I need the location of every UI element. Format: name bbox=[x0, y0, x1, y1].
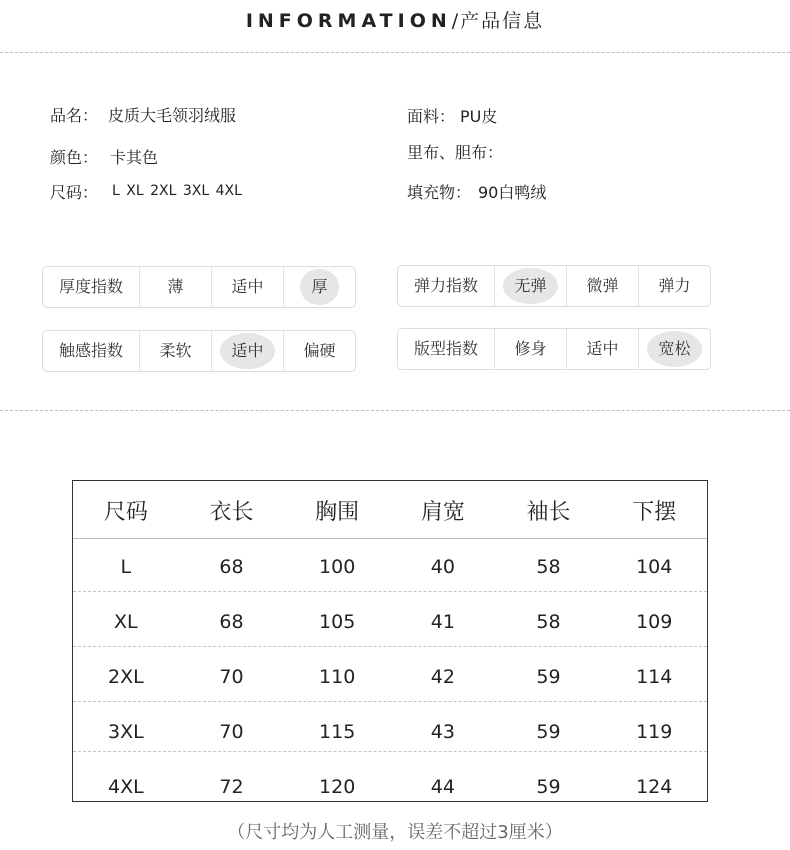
lining-label: 里布、胆布： bbox=[407, 143, 504, 162]
thickness-label: 厚度指数 bbox=[58, 277, 123, 296]
table-divider bbox=[73, 751, 707, 752]
size-label: 尺码： bbox=[50, 183, 99, 202]
table-header-cell: 下摆 bbox=[632, 500, 677, 525]
table-cell: 120 bbox=[319, 776, 356, 798]
name-value: 皮质大毛领羽绒服 bbox=[108, 106, 237, 125]
table-cell: 43 bbox=[430, 721, 455, 743]
table-cell: 3XL bbox=[107, 721, 144, 743]
elasticity-scale bbox=[397, 265, 711, 307]
table-header-row bbox=[73, 495, 707, 526]
touch-label: 触感指数 bbox=[58, 341, 123, 360]
color-label: 颜色： bbox=[50, 148, 99, 167]
touch-option-hard: 偏硬 bbox=[283, 331, 355, 371]
fit-option-regular: 适中 bbox=[566, 329, 638, 369]
table-cell: 59 bbox=[536, 666, 561, 688]
fabric-value: PU皮 bbox=[460, 107, 498, 126]
table-cell: 114 bbox=[636, 666, 673, 688]
table-cell: 2XL bbox=[107, 666, 144, 688]
table-cell: 100 bbox=[319, 556, 356, 578]
table-header-cell: 肩宽 bbox=[420, 500, 465, 525]
table-cell: 105 bbox=[319, 611, 356, 633]
touch-scale bbox=[42, 330, 356, 372]
table-cell: 44 bbox=[430, 776, 455, 798]
size-value: L XL 2XL 3XL 4XL bbox=[112, 183, 242, 199]
table-cell: 4XL bbox=[107, 776, 144, 798]
table-cell: XL bbox=[114, 611, 138, 633]
table-row bbox=[73, 666, 707, 688]
table-cell: 104 bbox=[636, 556, 673, 578]
table-cell: 115 bbox=[319, 721, 356, 743]
touch-option-medium: 适中 bbox=[211, 331, 283, 371]
elasticity-label: 弹力指数 bbox=[413, 276, 478, 295]
fabric-label: 面料： bbox=[407, 107, 456, 126]
table-header-cell: 胸围 bbox=[315, 500, 360, 525]
table-cell: 70 bbox=[219, 721, 244, 743]
thickness-option-thick: 厚 bbox=[283, 267, 355, 307]
table-row bbox=[73, 611, 707, 633]
page-title bbox=[0, 6, 790, 33]
elasticity-option-stretch: 弹力 bbox=[638, 266, 710, 306]
fit-scale bbox=[397, 328, 711, 370]
title-en: INFORMATION bbox=[245, 10, 452, 32]
fit-option-slim: 修身 bbox=[494, 329, 566, 369]
table-cell: 58 bbox=[536, 611, 561, 633]
table-row bbox=[73, 776, 707, 798]
table-cell: 70 bbox=[219, 666, 244, 688]
table-cell: 42 bbox=[430, 666, 455, 688]
table-divider bbox=[73, 538, 707, 539]
table-header-cell: 袖长 bbox=[526, 500, 571, 525]
table-cell: 40 bbox=[430, 556, 455, 578]
table-row bbox=[73, 721, 707, 743]
table-cell: 59 bbox=[536, 776, 561, 798]
color-value: 卡其色 bbox=[110, 148, 159, 167]
table-header-cell: 尺码 bbox=[103, 500, 148, 525]
fit-option-loose: 宽松 bbox=[638, 329, 710, 369]
table-divider bbox=[73, 591, 707, 592]
name-label: 品名： bbox=[50, 106, 99, 125]
filling-value: 90白鸭绒 bbox=[478, 183, 547, 202]
thickness-option-thin: 薄 bbox=[139, 267, 211, 307]
table-divider bbox=[73, 646, 707, 647]
table-cell: L bbox=[120, 556, 132, 578]
title-cn: /产品信息 bbox=[451, 10, 545, 32]
thickness-scale bbox=[42, 266, 356, 308]
table-cell: 124 bbox=[636, 776, 673, 798]
table-header-cell: 衣长 bbox=[209, 500, 254, 525]
size-table bbox=[72, 480, 708, 802]
table-cell: 68 bbox=[219, 556, 244, 578]
table-cell: 59 bbox=[536, 721, 561, 743]
elasticity-option-none: 无弹 bbox=[494, 266, 566, 306]
divider-top bbox=[0, 52, 790, 53]
table-cell: 109 bbox=[636, 611, 673, 633]
table-cell: 110 bbox=[319, 666, 356, 688]
thickness-option-medium: 适中 bbox=[211, 267, 283, 307]
table-cell: 72 bbox=[219, 776, 244, 798]
filling-label: 填充物： bbox=[407, 183, 472, 202]
fit-label: 版型指数 bbox=[413, 339, 478, 358]
table-cell: 58 bbox=[536, 556, 561, 578]
touch-option-soft: 柔软 bbox=[139, 331, 211, 371]
table-row bbox=[73, 556, 707, 578]
table-cell: 68 bbox=[219, 611, 244, 633]
divider-middle bbox=[0, 410, 790, 411]
measurement-note: （尺寸均为人工测量，误差不超过3厘米） bbox=[227, 822, 563, 843]
table-cell: 41 bbox=[430, 611, 455, 633]
table-cell: 119 bbox=[636, 721, 673, 743]
elasticity-option-slight: 微弹 bbox=[566, 266, 638, 306]
table-divider bbox=[73, 701, 707, 702]
